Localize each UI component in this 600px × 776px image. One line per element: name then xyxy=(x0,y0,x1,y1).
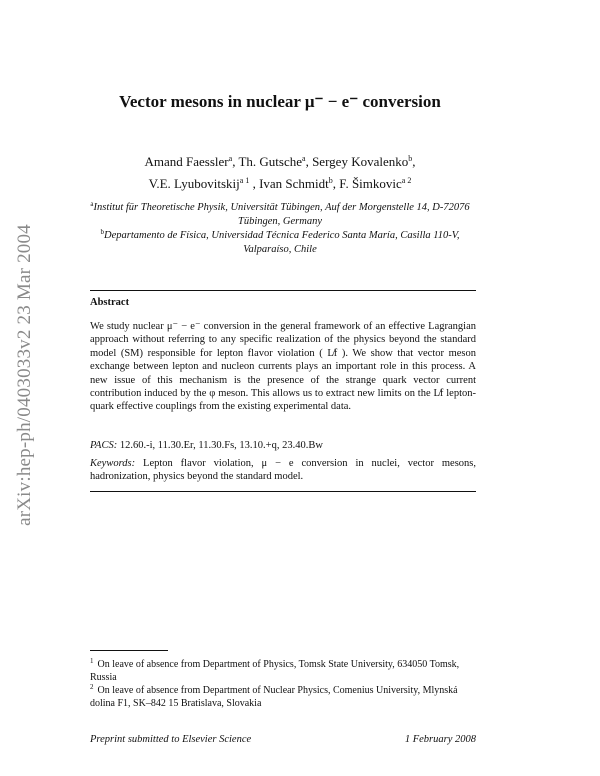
affiliation-a: $^a$Institut für Theoretische Physik, Universität Tübingen, Auf der Morgenstelle 14, D-72076 Tübingen, Germany xyxy=(90,200,470,227)
author-list xyxy=(90,149,470,193)
footnote-2: $^2$ On leave of absence from Department of Nuclear Physics, Comenius University, Mlynská dolina F1, SK–842 15 Bratislava, Slovakia xyxy=(90,683,458,709)
author: Th. Gutsche$^a$ xyxy=(238,154,306,169)
affiliation-b: $^b$Departamento de Física, Universidad Técnica Federico Santa María, Casilla 110-V, Valparaíso, Chile xyxy=(100,228,460,255)
keywords-label: Keywords: xyxy=(90,458,136,469)
author: Sergey Kovalenko$^b$ xyxy=(312,154,413,169)
arxiv-sidebar xyxy=(0,195,50,555)
document-date: 1 February 2008 xyxy=(404,734,476,745)
pacs-value: 12.60.-i, 11.30.Er, 11.30.Fs, 13.10.+q, 23.40.Bw xyxy=(119,440,323,451)
footnote-rule xyxy=(90,650,168,651)
preprint-note: Preprint submitted to Elsevier Science xyxy=(90,734,252,745)
footnote-1: $^1$ On leave of absence from Department of Physics, Tomsk State University, 634050 Tomsk, Russia xyxy=(90,657,460,683)
abstract-bottom-rule xyxy=(90,491,476,492)
keywords-line xyxy=(90,457,476,484)
author: V.E. Lyubovitskij$^{a 1}$ xyxy=(148,176,250,191)
author-line-1: Amand Faessler$^a$, Th. Gutsche$^a$, Sergey Kovalenko$^b$, xyxy=(144,154,416,169)
abstract-heading: Abstract xyxy=(90,297,130,308)
keywords-value: Lepton flavor violation, μ − e conversion in nuclei, vector mesons, hadronization, physics beyond the standard model. xyxy=(90,458,477,483)
pacs-label: PACS: xyxy=(90,440,118,451)
paper-title: Vector mesons in nuclear μ⁻ − e⁻ conversion xyxy=(119,92,441,111)
author-line-2: V.E. Lyubovitskij$^{a 1}$ , Ivan Schmidt$^b$, F. Šimkovic$^{a 2}$ xyxy=(148,176,412,191)
author: Amand Faessler$^a$ xyxy=(144,154,233,169)
arxiv-identifier: arXiv:hep-ph/0403033v2 23 Mar 2004 xyxy=(14,224,35,526)
abstract-top-rule xyxy=(90,290,476,291)
author: Ivan Schmidt$^b$ xyxy=(259,176,333,191)
pacs-line xyxy=(90,439,476,452)
abstract-text: We study nuclear μ⁻ − e⁻ conversion in the general framework of an effective Lagrangian approach without referring to any specific realization of the physics beyond the standard model (SM) responsible for lepton flavor violation ( L̸f ). We show that vector meson exchange between lepton and nucleon currents plays an important role in this process. A new issue of this mechanism is the presence of the strange quark vector current contribution induced by the φ meson. This allows us to extract new limits on the L̸f lepton-quark effective couplings from the existing experimental data. xyxy=(90,321,476,413)
author: F. Šimkovic$^{a 2}$ xyxy=(339,176,412,191)
